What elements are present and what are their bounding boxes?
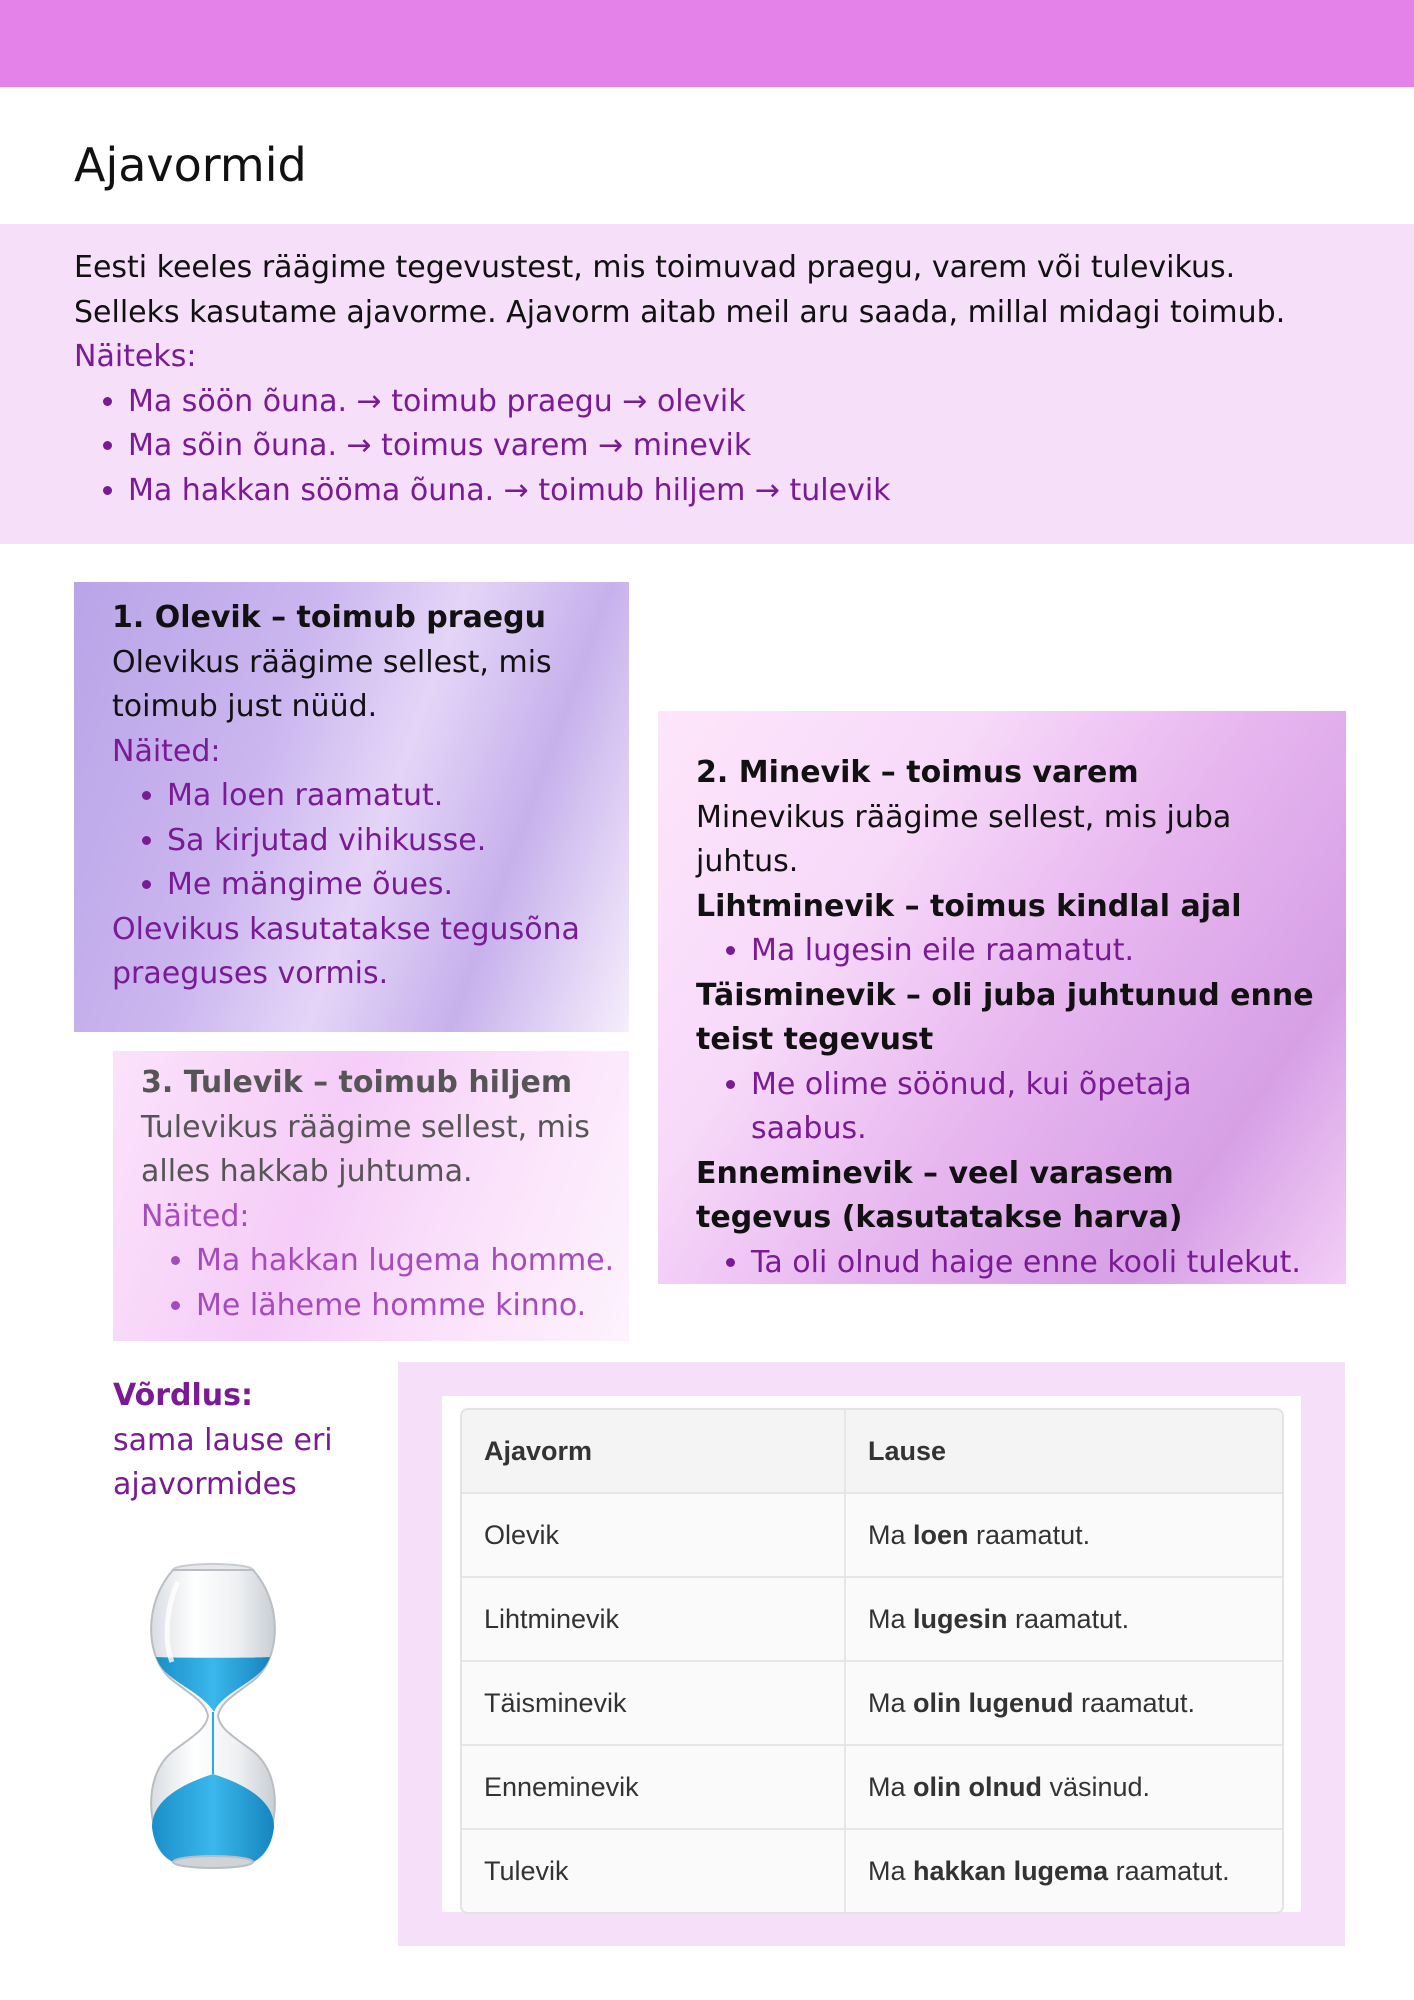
cell-form: Täisminevik (462, 1662, 846, 1746)
intro-paragraph: Eesti keeles räägime tegevustest, mis toimuvad praegu, varem või tulevikus. Selleks kasutame ajavorme. Ajavorm aitab meil aru saada, millal midagi toimub. (74, 250, 1286, 330)
table-row (462, 1830, 1282, 1912)
tulevik-card (113, 1051, 629, 1341)
list-item: • Me olime söönud, kui õpetaja saabus. (751, 1063, 1316, 1152)
tulevik-examples-label: Näited: (141, 1198, 250, 1234)
top-bar (0, 0, 1414, 87)
table-header-row (462, 1410, 1282, 1494)
comparison-label-block (113, 1374, 363, 1508)
list-item: • Sa kirjutad vihikusse. (167, 819, 591, 864)
tulevik-heading: 3. Tulevik – toimub hiljem (141, 1065, 573, 1100)
comparison-label: Võrdlus: (113, 1378, 253, 1413)
cell-sentence (846, 1746, 1282, 1830)
minevik-heading: 2. Minevik – toimus varem (696, 755, 1139, 790)
sentence-verb: lugesin (913, 1603, 1008, 1634)
sentence-start: Ma (868, 1855, 914, 1886)
comparison-table (460, 1408, 1284, 1914)
cell-form: Tulevik (462, 1830, 846, 1912)
intro-examples-label: Näiteks: (74, 339, 197, 374)
tulevik-examples-list (141, 1239, 629, 1328)
olevik-examples-label: Näited: (112, 733, 221, 769)
list-item: • Me läheme homme kinno. (196, 1284, 629, 1329)
sentence-end: raamatut. (1007, 1603, 1130, 1634)
tulevik-text: Tulevikus räägime sellest, mis alles hakkab juhtuma. (141, 1109, 590, 1189)
cell-form: Olevik (462, 1494, 846, 1578)
list-item: • Ma hakkan sööma õuna. → toimub hiljem → tulevik (128, 469, 1340, 514)
list-item: • Ma hakkan lugema homme. (196, 1239, 629, 1284)
olevik-note: Olevikus kasutatakse tegusõna praeguses vormis. (112, 911, 580, 991)
cell-sentence (846, 1662, 1282, 1746)
intro-section (0, 224, 1414, 544)
sentence-start: Ma (868, 1519, 914, 1550)
sentence-start: Ma (868, 1603, 914, 1634)
cell-form: Enneminevik (462, 1746, 846, 1830)
minevik-text: Minevikus räägime sellest, mis juba juhtus. (696, 799, 1232, 879)
sentence-verb: olin olnud (913, 1771, 1042, 1802)
enneminevik-list (696, 1241, 1316, 1286)
sentence-end: raamatut. (968, 1519, 1091, 1550)
olevik-card (74, 582, 629, 1032)
column-header-lause: Lause (846, 1410, 1282, 1494)
sentence-end: raamatut. (1073, 1687, 1196, 1718)
list-item: • Me mängime õues. (167, 863, 591, 908)
sentence-verb: hakkan lugema (913, 1855, 1109, 1886)
table-row (462, 1578, 1282, 1662)
lihtminevik-list (696, 929, 1316, 974)
table-row (462, 1494, 1282, 1578)
minevik-card (658, 711, 1346, 1284)
cell-sentence (846, 1494, 1282, 1578)
hourglass-icon (142, 1562, 284, 1870)
page-title: Ajavormid (74, 138, 307, 192)
sentence-verb: olin lugenud (913, 1687, 1074, 1718)
olevik-text: Olevikus räägime sellest, mis toimub just nüüd. (112, 644, 552, 724)
enneminevik-heading: Enneminevik – veel varasem tegevus (kasutatakse harva) (696, 1155, 1183, 1235)
sentence-start: Ma (868, 1771, 914, 1802)
olevik-heading: 1. Olevik – toimub praegu (112, 600, 546, 635)
list-item: • Ma loen raamatut. (167, 774, 591, 819)
comparison-subtitle: sama lause eri ajavormides (113, 1422, 333, 1502)
table-row (462, 1662, 1282, 1746)
sentence-start: Ma (868, 1687, 914, 1718)
list-item: • Ma söön õuna. → toimub praegu → olevik (128, 380, 1340, 425)
cell-sentence (846, 1830, 1282, 1912)
taisminevik-heading: Täisminevik – oli juba juhtunud enne teist tegevust (696, 977, 1314, 1057)
olevik-examples-list (112, 774, 591, 908)
list-item: • Ma lugesin eile raamatut. (751, 929, 1316, 974)
sentence-end: väsinud. (1041, 1771, 1151, 1802)
list-item: • Ta oli olnud haige enne kooli tulekut. (751, 1241, 1316, 1286)
list-item: • Ma sõin õuna. → toimus varem → minevik (128, 424, 1340, 469)
cell-form: Lihtminevik (462, 1578, 846, 1662)
cell-sentence (846, 1578, 1282, 1662)
comparison-table-card (442, 1396, 1301, 1912)
table-row (462, 1746, 1282, 1830)
intro-examples-list (74, 380, 1340, 514)
comparison-table-panel (398, 1362, 1345, 1946)
column-header-ajavorm: Ajavorm (462, 1410, 846, 1494)
sentence-verb: loen (913, 1519, 969, 1550)
lihtminevik-heading: Lihtminevik – toimus kindlal ajal (696, 888, 1242, 924)
taisminevik-list (696, 1063, 1316, 1152)
sentence-end: raamatut. (1108, 1855, 1230, 1886)
